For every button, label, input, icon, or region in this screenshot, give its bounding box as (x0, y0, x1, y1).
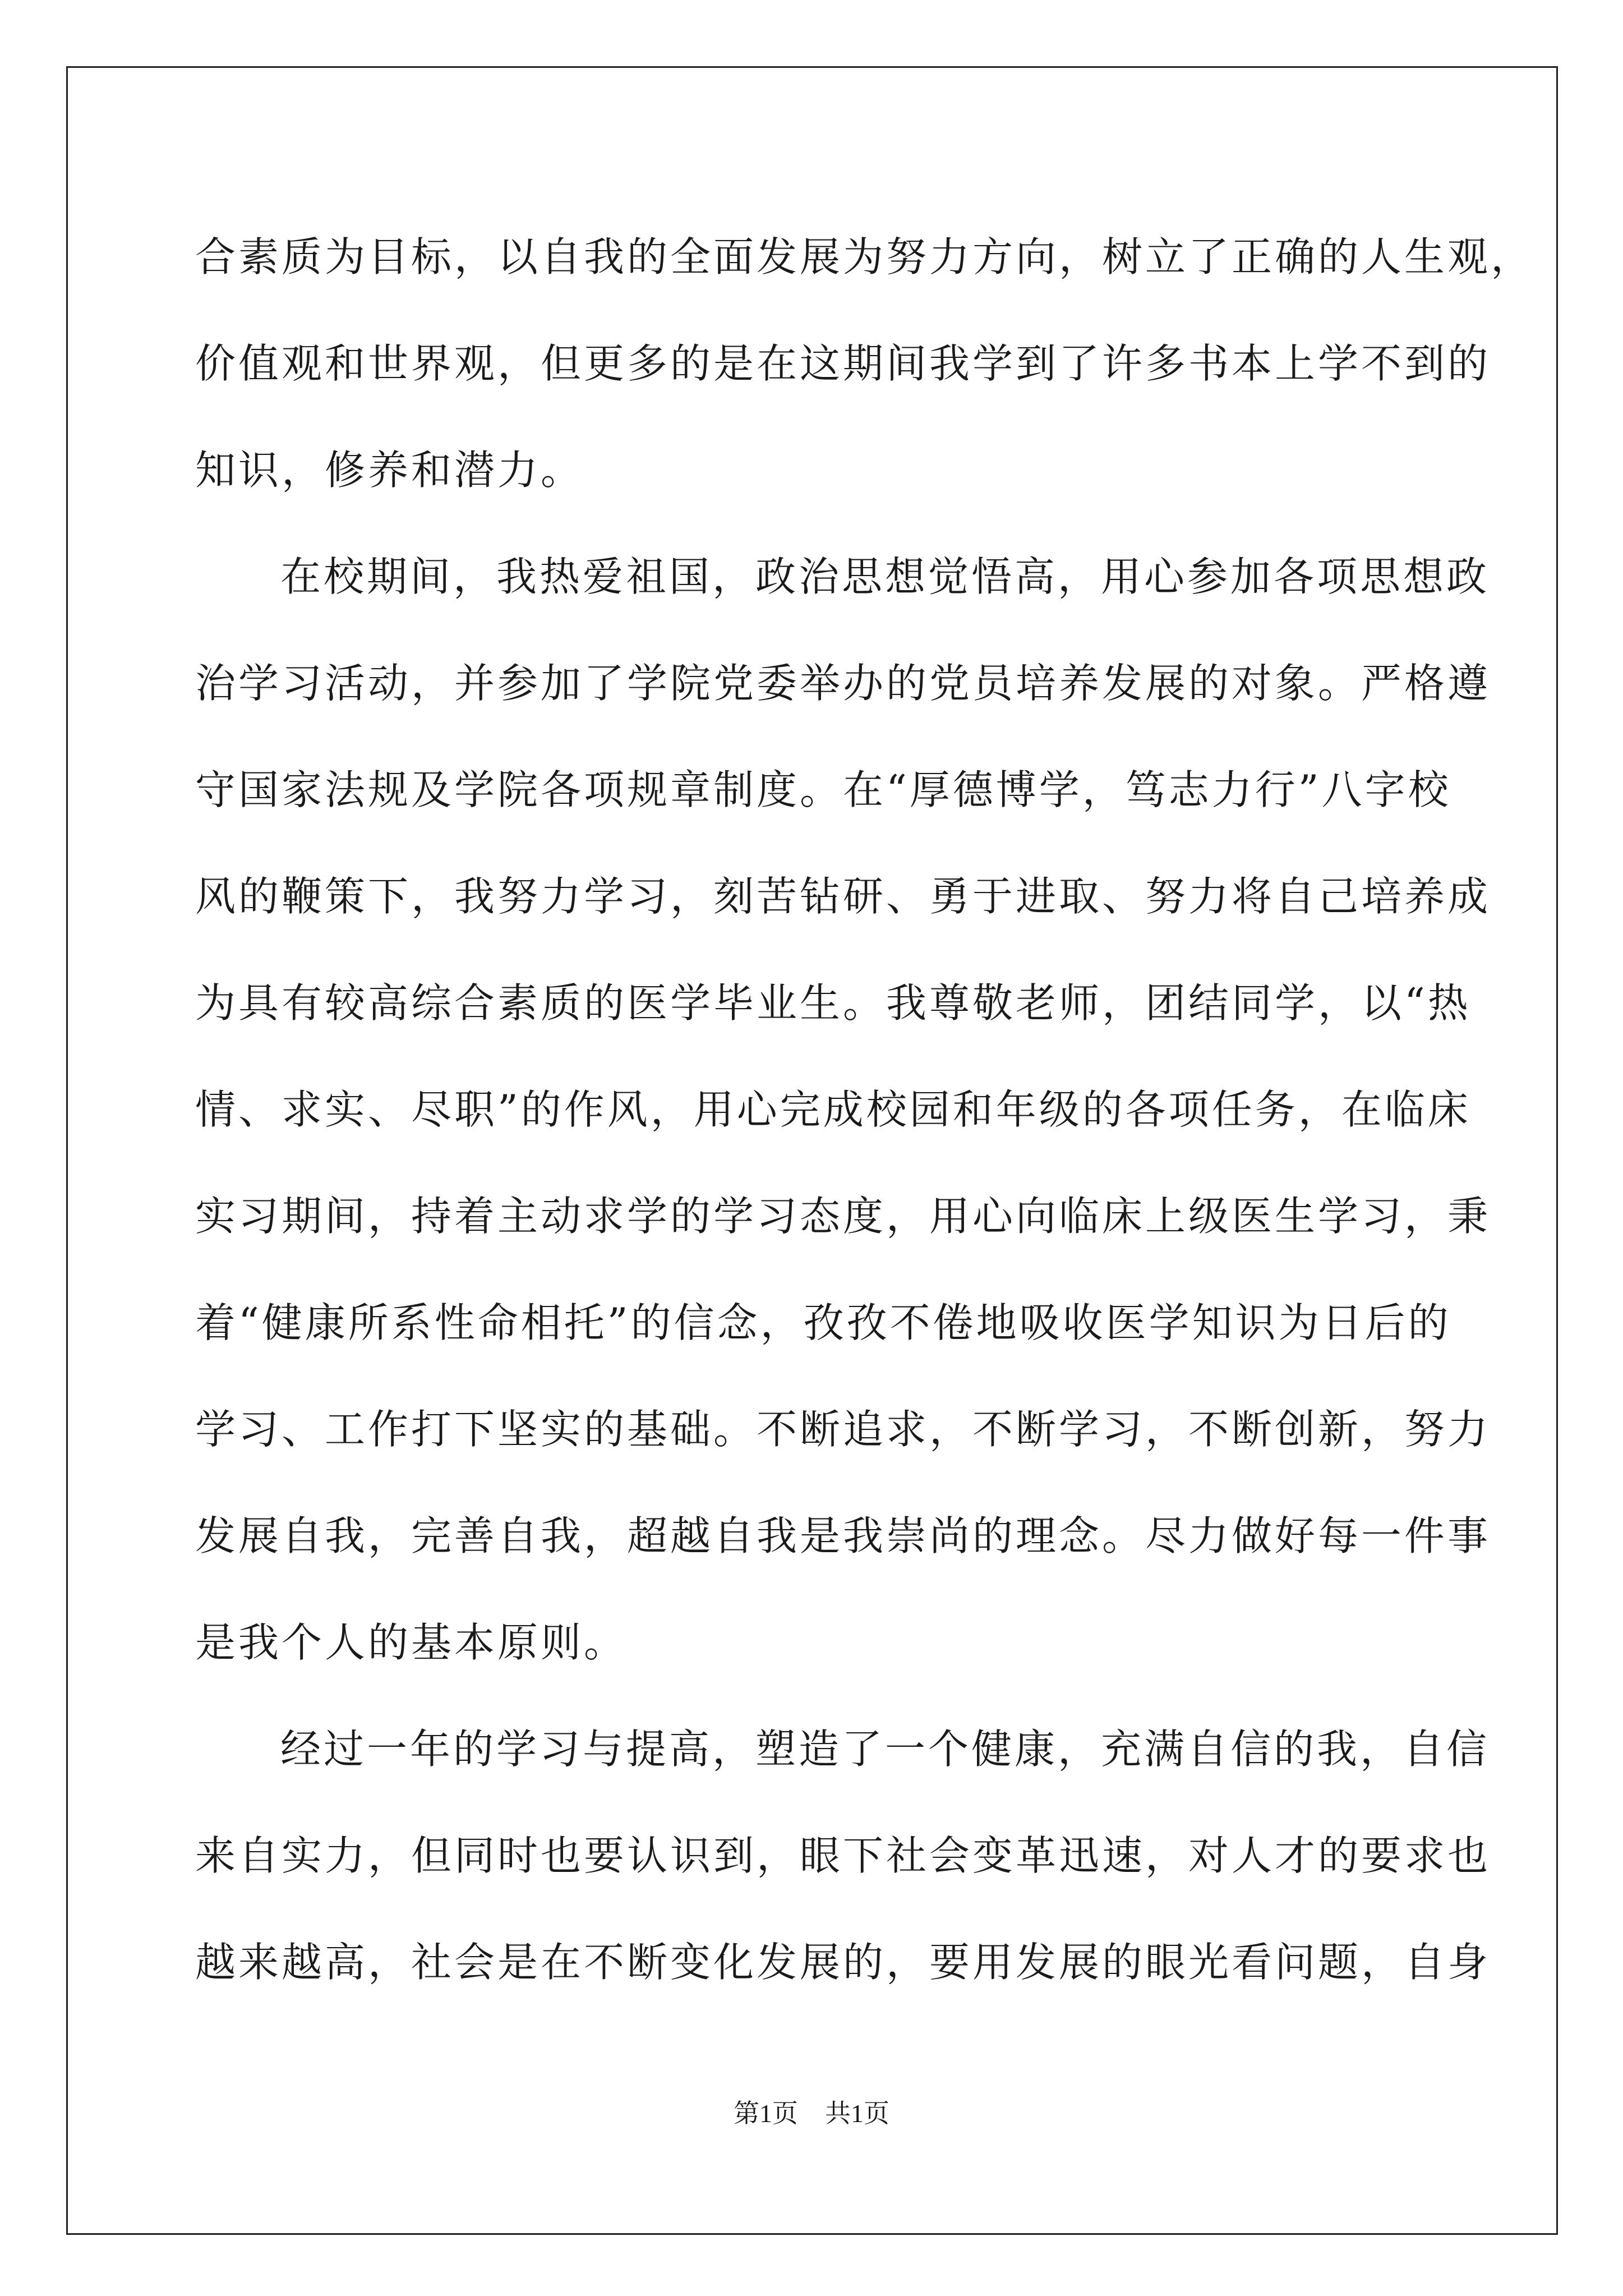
paragraph-first-line: 在校期间，我热爱祖国，政治思想觉悟高，用心参加各项思想政 (280, 553, 1490, 600)
page-footer (0, 2097, 1623, 2131)
text-line: 是我个人的基本原则。 (195, 1619, 628, 1666)
text-line: 价值观和世界观，但更多的是在这期间我学到了许多书本上学不到的 (195, 340, 1491, 387)
text-line: 为具有较高综合素质的医学毕业生。我尊敬老师，团结同学，以“热 (195, 979, 1471, 1027)
page-total: 共1页 (825, 2099, 889, 2128)
text-line: 知识，修养和潜力。 (195, 447, 584, 494)
text-line: 情、求实、尽职”的作风，用心完成校园和年级的各项任务，在临床 (195, 1086, 1471, 1133)
page-number: 第1页 (734, 2099, 798, 2128)
paragraph-first-line: 经过一年的学习与提高，塑造了一个健康，充满自信的我，自信 (280, 1726, 1490, 1773)
text-line: 发展自我，完善自我，超越自我是我崇尚的理念。尽力做好每一件事 (195, 1512, 1491, 1559)
text-line: 守国家法规及学院各项规章制度。在“厚德博学，笃志力行”八字校 (195, 766, 1451, 813)
text-line: 越来越高，社会是在不断变化发展的，要用发展的眼光看问题，自身 (195, 1939, 1491, 1986)
text-line: 风的鞭策下，我努力学习，刻苦钻研、勇于进取、努力将自己培养成 (195, 873, 1491, 920)
text-line: 着“健康所系性命相托”的信念，孜孜不倦地吸收医学知识为日后的 (195, 1299, 1451, 1346)
text-line: 治学习活动，并参加了学院党委举办的党员培养发展的对象。严格遵 (195, 660, 1491, 707)
text-line: 学习、工作打下坚实的基础。不断追求，不断学习，不断创新，努力 (195, 1406, 1491, 1453)
text-line: 合素质为目标，以自我的全面发展为努力方向，树立了正确的人生观， (195, 233, 1534, 280)
text-line: 实习期间，持着主动求学的学习态度，用心向临床上级医生学习，秉 (195, 1193, 1491, 1240)
text-line: 来自实力，但同时也要认识到，眼下社会变革迅速，对人才的要求也 (195, 1832, 1491, 1879)
